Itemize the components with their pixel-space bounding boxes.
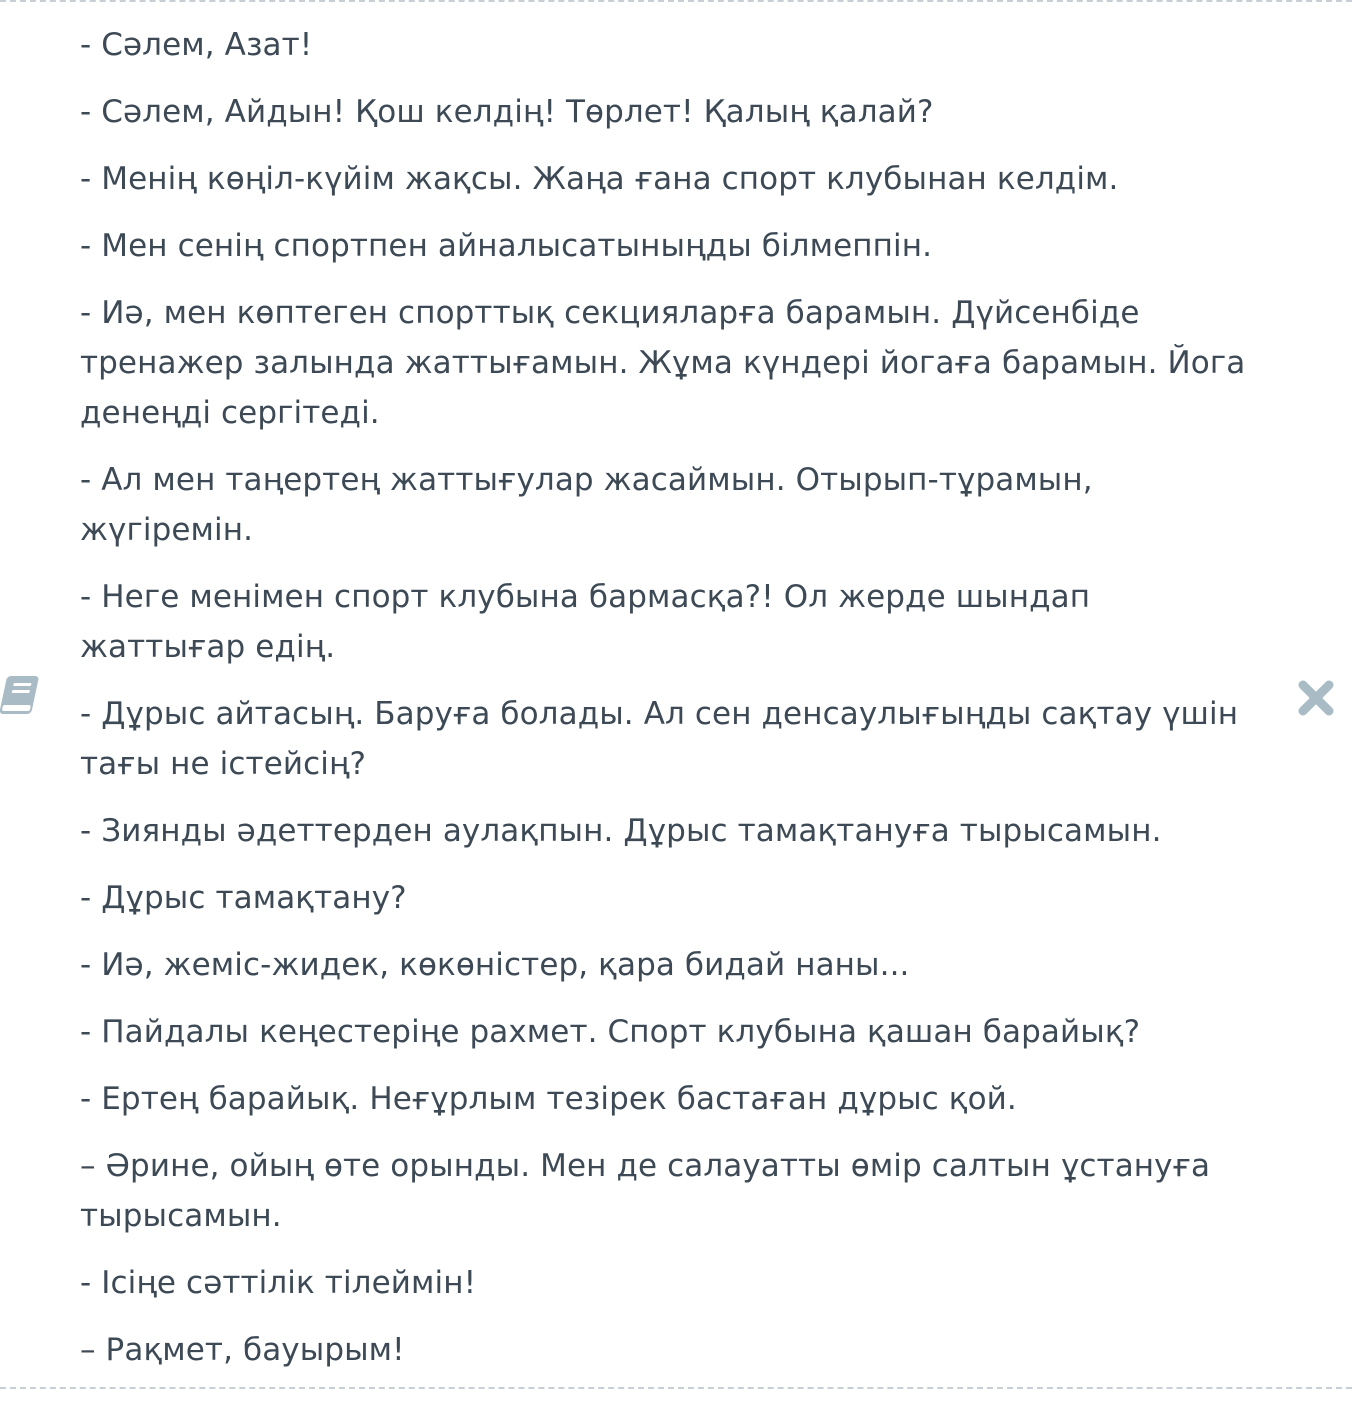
dialogue-line: - Дұрыс айтасың. Баруға болады. Ал сен денсаулығыңды сақтау үшін тағы не істейсің?: [80, 696, 1239, 782]
dialogue-line: - Дұрыс тамақтану?: [80, 880, 407, 916]
dialogue-line: - Иә, мен көптеген спорттық секцияларға барамын. Дүйсенбіде тренажер залында жаттығамын. Жұма күндері йогаға барамын. Йога денеңді сергітеді.: [80, 295, 1246, 431]
dialogue-line: - Сәлем, Айдын! Қош келдің! Төрлет! Қалың қалай?: [80, 94, 934, 130]
dialogue-line: - Ал мен таңертең жаттығулар жасаймын. Отырып-тұрамын, жүгіремін.: [80, 462, 1093, 548]
bottom-divider: [0, 1387, 1352, 1389]
dialogue-line: - Неге менімен спорт клубына бармасқа?! Ол жерде шындап жаттығар едің.: [80, 579, 1091, 665]
dialogue-line: - Зиянды әдеттерден аулақпын. Дұрыс тамақтануға тырысамын.: [80, 813, 1162, 849]
dialogue-line: - Ісіңе сәттілік тілеймін!: [80, 1265, 477, 1301]
close-button[interactable]: [1296, 678, 1336, 718]
dialogue-line: - Сәлем, Азат!: [80, 27, 313, 63]
dialogue-line: - Мен сенің спортпен айналысатыныңды білмеппін.: [80, 228, 933, 264]
book-icon[interactable]: [0, 672, 42, 718]
dialogue-line: - Пайдалы кеңестеріңе рахмет. Спорт клубына қашан барайық?: [80, 1014, 1141, 1050]
dialogue-line: - Ертең барайық. Неғұрлым тезірек бастаған дұрыс қой.: [80, 1081, 1017, 1117]
dialogue-line: - Иә, жеміс-жидек, көкөністер, қара бидай наны...: [80, 947, 910, 983]
book-icon-graphic: [0, 672, 42, 718]
dialogue-text: [80, 20, 1260, 1392]
dialogue-line: – Рақмет, бауырым!: [80, 1332, 405, 1368]
dialogue-line: - Менің көңіл-күйім жақсы. Жаңа ғана спорт клубынан келдім.: [80, 161, 1119, 197]
top-divider: [0, 0, 1352, 2]
close-icon: [1296, 678, 1336, 718]
dialogue-line: – Әрине, ойың өте орынды. Мен де салауатты өмір салтын ұстануға тырысамын.: [80, 1148, 1211, 1234]
